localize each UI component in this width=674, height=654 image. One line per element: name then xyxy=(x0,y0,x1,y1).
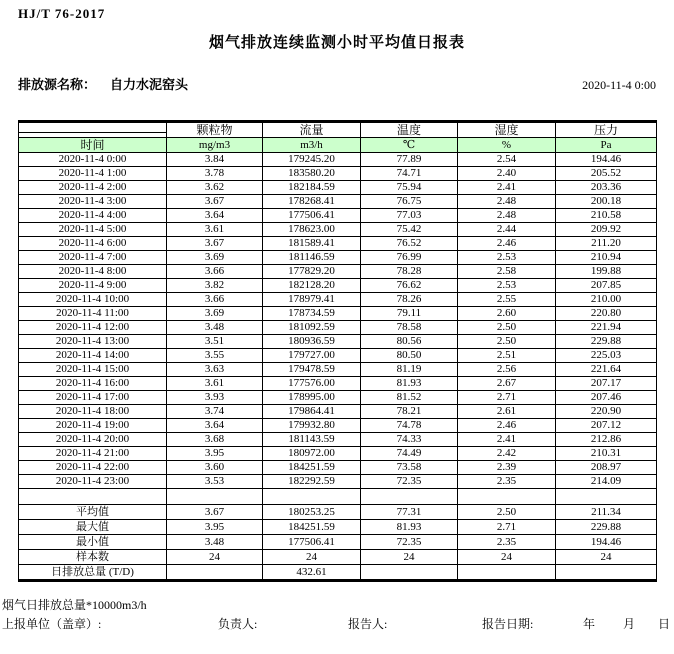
value-cell: 179478.59 xyxy=(263,363,361,377)
value-cell: 200.18 xyxy=(556,195,657,209)
summary-value: 211.34 xyxy=(556,505,657,520)
value-cell: 2.39 xyxy=(458,461,556,475)
value-cell: 3.51 xyxy=(167,335,263,349)
source-name-line xyxy=(18,74,188,93)
value-cell: 3.66 xyxy=(167,265,263,279)
header-row-top xyxy=(19,122,657,133)
time-cell: 2020-11-4 4:00 xyxy=(19,209,167,223)
time-header: 时间 xyxy=(19,138,167,153)
value-cell: 2.44 xyxy=(458,223,556,237)
summary-value: 3.95 xyxy=(167,520,263,535)
reporter-label: 报告人: xyxy=(348,617,388,631)
value-cell: 2.60 xyxy=(458,307,556,321)
value-cell: 2.50 xyxy=(458,321,556,335)
summary-value: 24 xyxy=(167,550,263,565)
col-header-humidity: 湿度 xyxy=(458,122,556,138)
value-cell: 2.42 xyxy=(458,447,556,461)
table-row xyxy=(19,195,657,209)
value-cell: 207.17 xyxy=(556,377,657,391)
value-cell: 3.69 xyxy=(167,307,263,321)
value-cell: 183580.20 xyxy=(263,167,361,181)
value-cell: 181143.59 xyxy=(263,433,361,447)
value-cell: 3.66 xyxy=(167,293,263,307)
table-row xyxy=(19,433,657,447)
value-cell: 3.93 xyxy=(167,391,263,405)
value-cell: 74.78 xyxy=(361,419,458,433)
value-cell: 221.64 xyxy=(556,363,657,377)
value-cell: 2.58 xyxy=(458,265,556,279)
time-cell: 2020-11-4 1:00 xyxy=(19,167,167,181)
report-unit-label: 上报单位（盖章）: xyxy=(2,617,102,631)
summary-row xyxy=(19,535,657,550)
summary-label: 日排放总量 (T/D) xyxy=(19,565,167,581)
time-cell: 2020-11-4 11:00 xyxy=(19,307,167,321)
time-cell: 2020-11-4 2:00 xyxy=(19,181,167,195)
value-cell: 229.88 xyxy=(556,335,657,349)
time-cell: 2020-11-4 10:00 xyxy=(19,293,167,307)
time-cell: 2020-11-4 18:00 xyxy=(19,405,167,419)
summary-value xyxy=(167,565,263,581)
value-cell: 210.58 xyxy=(556,209,657,223)
unit-humidity: % xyxy=(458,138,556,153)
value-cell: 3.67 xyxy=(167,237,263,251)
summary-value: 2.50 xyxy=(458,505,556,520)
value-cell: 178995.00 xyxy=(263,391,361,405)
spacer-cell xyxy=(263,489,361,505)
table-row xyxy=(19,405,657,419)
time-cell: 2020-11-4 13:00 xyxy=(19,335,167,349)
value-cell: 180972.00 xyxy=(263,447,361,461)
time-cell: 2020-11-4 17:00 xyxy=(19,391,167,405)
value-cell: 3.95 xyxy=(167,447,263,461)
table-row xyxy=(19,279,657,293)
value-cell: 2.40 xyxy=(458,167,556,181)
value-cell: 211.20 xyxy=(556,237,657,251)
summary-value: 24 xyxy=(361,550,458,565)
value-cell: 177506.41 xyxy=(263,209,361,223)
table-row xyxy=(19,307,657,321)
table-row xyxy=(19,461,657,475)
value-cell: 2.53 xyxy=(458,251,556,265)
value-cell: 179245.20 xyxy=(263,153,361,167)
value-cell: 210.94 xyxy=(556,251,657,265)
summary-value: 24 xyxy=(556,550,657,565)
value-cell: 3.60 xyxy=(167,461,263,475)
year-label: 年 xyxy=(583,617,596,631)
value-cell: 3.62 xyxy=(167,181,263,195)
source-label: 排放源名称： xyxy=(18,77,97,92)
table-row xyxy=(19,181,657,195)
value-cell: 214.09 xyxy=(556,475,657,489)
value-cell: 3.84 xyxy=(167,153,263,167)
summary-row xyxy=(19,550,657,565)
value-cell: 74.49 xyxy=(361,447,458,461)
value-cell: 178734.59 xyxy=(263,307,361,321)
value-cell: 77.03 xyxy=(361,209,458,223)
value-cell: 207.12 xyxy=(556,419,657,433)
time-cell: 2020-11-4 22:00 xyxy=(19,461,167,475)
signature-line xyxy=(0,615,674,635)
value-cell: 220.90 xyxy=(556,405,657,419)
spacer-cell xyxy=(458,489,556,505)
summary-row xyxy=(19,565,657,581)
time-cell: 2020-11-4 8:00 xyxy=(19,265,167,279)
table-row xyxy=(19,293,657,307)
value-cell: 3.69 xyxy=(167,251,263,265)
value-cell: 75.94 xyxy=(361,181,458,195)
value-cell: 181589.41 xyxy=(263,237,361,251)
value-cell: 77.89 xyxy=(361,153,458,167)
value-cell: 178268.41 xyxy=(263,195,361,209)
monitoring-table xyxy=(18,120,657,582)
table-row xyxy=(19,237,657,251)
value-cell: 78.58 xyxy=(361,321,458,335)
time-cell: 2020-11-4 0:00 xyxy=(19,153,167,167)
value-cell: 209.92 xyxy=(556,223,657,237)
table-row xyxy=(19,209,657,223)
value-cell: 221.94 xyxy=(556,321,657,335)
value-cell: 73.58 xyxy=(361,461,458,475)
value-cell: 3.55 xyxy=(167,349,263,363)
summary-value: 194.46 xyxy=(556,535,657,550)
time-cell: 2020-11-4 3:00 xyxy=(19,195,167,209)
value-cell: 3.63 xyxy=(167,363,263,377)
value-cell: 76.99 xyxy=(361,251,458,265)
table-row xyxy=(19,349,657,363)
summary-value: 3.48 xyxy=(167,535,263,550)
source-value: 自力水泥窑头 xyxy=(110,77,189,92)
summary-value: 184251.59 xyxy=(263,520,361,535)
table-row xyxy=(19,223,657,237)
summary-value: 81.93 xyxy=(361,520,458,535)
table-body xyxy=(19,153,657,581)
summary-label: 样本数 xyxy=(19,550,167,565)
value-cell: 210.31 xyxy=(556,447,657,461)
table-row xyxy=(19,377,657,391)
value-cell: 2.67 xyxy=(458,377,556,391)
col-header-pressure: 压力 xyxy=(556,122,657,138)
value-cell: 2.48 xyxy=(458,209,556,223)
value-cell: 80.50 xyxy=(361,349,458,363)
value-cell: 81.52 xyxy=(361,391,458,405)
unit-temperature: ℃ xyxy=(361,138,458,153)
value-cell: 179864.41 xyxy=(263,405,361,419)
value-cell: 2.51 xyxy=(458,349,556,363)
page-title: 烟气排放连续监测小时平均值日报表 xyxy=(208,35,465,51)
summary-value xyxy=(556,565,657,581)
table-row xyxy=(19,335,657,349)
unit-pressure: Pa xyxy=(556,138,657,153)
summary-value: 180253.25 xyxy=(263,505,361,520)
summary-row xyxy=(19,505,657,520)
col-header-particulate: 颗粒物 xyxy=(167,122,263,138)
summary-value: 432.61 xyxy=(263,565,361,581)
value-cell: 78.26 xyxy=(361,293,458,307)
table-row xyxy=(19,251,657,265)
summary-label: 最大值 xyxy=(19,520,167,535)
table-row xyxy=(19,447,657,461)
value-cell: 203.36 xyxy=(556,181,657,195)
time-cell: 2020-11-4 9:00 xyxy=(19,279,167,293)
doc-code: HJ/T 76-2017 xyxy=(18,6,106,21)
value-cell: 2.41 xyxy=(458,433,556,447)
col-header-temperature: 温度 xyxy=(361,122,458,138)
table-row xyxy=(19,419,657,433)
value-cell: 2.50 xyxy=(458,335,556,349)
value-cell: 2.54 xyxy=(458,153,556,167)
value-cell: 207.46 xyxy=(556,391,657,405)
value-cell: 179932.80 xyxy=(263,419,361,433)
value-cell: 199.88 xyxy=(556,265,657,279)
value-cell: 207.85 xyxy=(556,279,657,293)
report-date-label: 报告日期: xyxy=(482,617,534,631)
time-cell: 2020-11-4 15:00 xyxy=(19,363,167,377)
summary-label: 最小值 xyxy=(19,535,167,550)
value-cell: 3.67 xyxy=(167,195,263,209)
value-cell: 79.11 xyxy=(361,307,458,321)
value-cell: 81.19 xyxy=(361,363,458,377)
summary-value xyxy=(458,565,556,581)
time-cell: 2020-11-4 23:00 xyxy=(19,475,167,489)
summary-value: 77.31 xyxy=(361,505,458,520)
time-cell: 2020-11-4 14:00 xyxy=(19,349,167,363)
summary-value: 3.67 xyxy=(167,505,263,520)
value-cell: 181092.59 xyxy=(263,321,361,335)
summary-row xyxy=(19,520,657,535)
value-cell: 78.28 xyxy=(361,265,458,279)
value-cell: 208.97 xyxy=(556,461,657,475)
spacer-cell xyxy=(361,489,458,505)
meta-row xyxy=(18,74,656,93)
day-label: 日 xyxy=(658,617,671,631)
value-cell: 72.35 xyxy=(361,475,458,489)
time-cell: 2020-11-4 20:00 xyxy=(19,433,167,447)
summary-value: 72.35 xyxy=(361,535,458,550)
summary-value: 2.71 xyxy=(458,520,556,535)
value-cell: 2.46 xyxy=(458,237,556,251)
spacer-cell xyxy=(556,489,657,505)
summary-value xyxy=(361,565,458,581)
value-cell: 181146.59 xyxy=(263,251,361,265)
value-cell: 80.56 xyxy=(361,335,458,349)
value-cell: 3.53 xyxy=(167,475,263,489)
value-cell: 182184.59 xyxy=(263,181,361,195)
value-cell: 76.62 xyxy=(361,279,458,293)
value-cell: 184251.59 xyxy=(263,461,361,475)
value-cell: 220.80 xyxy=(556,307,657,321)
value-cell: 3.61 xyxy=(167,223,263,237)
table-row xyxy=(19,363,657,377)
unit-flow: m3/h xyxy=(263,138,361,153)
time-cell: 2020-11-4 16:00 xyxy=(19,377,167,391)
value-cell: 177829.20 xyxy=(263,265,361,279)
value-cell: 2.71 xyxy=(458,391,556,405)
value-cell: 76.75 xyxy=(361,195,458,209)
value-cell: 75.42 xyxy=(361,223,458,237)
unit-particulate: mg/m3 xyxy=(167,138,263,153)
value-cell: 2.61 xyxy=(458,405,556,419)
value-cell: 194.46 xyxy=(556,153,657,167)
summary-value: 2.35 xyxy=(458,535,556,550)
time-cell: 2020-11-4 5:00 xyxy=(19,223,167,237)
value-cell: 3.48 xyxy=(167,321,263,335)
value-cell: 2.48 xyxy=(458,195,556,209)
value-cell: 178623.00 xyxy=(263,223,361,237)
table-row xyxy=(19,391,657,405)
value-cell: 182292.59 xyxy=(263,475,361,489)
summary-value: 177506.41 xyxy=(263,535,361,550)
value-cell: 3.74 xyxy=(167,405,263,419)
spacer-cell xyxy=(19,489,167,505)
time-cell: 2020-11-4 12:00 xyxy=(19,321,167,335)
value-cell: 179727.00 xyxy=(263,349,361,363)
time-cell: 2020-11-4 19:00 xyxy=(19,419,167,433)
spacer-row xyxy=(19,489,657,505)
value-cell: 205.52 xyxy=(556,167,657,181)
header-empty-top xyxy=(19,122,167,133)
table-row xyxy=(19,321,657,335)
value-cell: 178979.41 xyxy=(263,293,361,307)
value-cell: 2.41 xyxy=(458,181,556,195)
emission-total-note: 烟气日排放总量*10000m3/h xyxy=(2,598,147,612)
time-cell: 2020-11-4 21:00 xyxy=(19,447,167,461)
summary-label: 平均值 xyxy=(19,505,167,520)
value-cell: 74.33 xyxy=(361,433,458,447)
time-cell: 2020-11-4 7:00 xyxy=(19,251,167,265)
value-cell: 2.53 xyxy=(458,279,556,293)
summary-value: 24 xyxy=(458,550,556,565)
value-cell: 180936.59 xyxy=(263,335,361,349)
value-cell: 3.64 xyxy=(167,209,263,223)
report-datetime: 2020-11-4 0:00 xyxy=(582,78,656,92)
value-cell: 177576.00 xyxy=(263,377,361,391)
value-cell: 76.52 xyxy=(361,237,458,251)
value-cell: 2.35 xyxy=(458,475,556,489)
value-cell: 2.56 xyxy=(458,363,556,377)
time-cell: 2020-11-4 6:00 xyxy=(19,237,167,251)
value-cell: 2.46 xyxy=(458,419,556,433)
summary-value: 24 xyxy=(263,550,361,565)
value-cell: 3.61 xyxy=(167,377,263,391)
table-row xyxy=(19,265,657,279)
value-cell: 74.71 xyxy=(361,167,458,181)
table-row xyxy=(19,153,657,167)
value-cell: 3.64 xyxy=(167,419,263,433)
units-row xyxy=(19,138,657,153)
summary-value: 229.88 xyxy=(556,520,657,535)
table-row xyxy=(19,167,657,181)
value-cell: 182128.20 xyxy=(263,279,361,293)
col-header-flow: 流量 xyxy=(263,122,361,138)
value-cell: 78.21 xyxy=(361,405,458,419)
value-cell: 81.93 xyxy=(361,377,458,391)
responsible-label: 负责人: xyxy=(218,617,258,631)
value-cell: 210.00 xyxy=(556,293,657,307)
table-row xyxy=(19,475,657,489)
value-cell: 2.55 xyxy=(458,293,556,307)
value-cell: 212.86 xyxy=(556,433,657,447)
value-cell: 225.03 xyxy=(556,349,657,363)
value-cell: 3.82 xyxy=(167,279,263,293)
month-label: 月 xyxy=(623,617,636,631)
spacer-cell xyxy=(167,489,263,505)
value-cell: 3.68 xyxy=(167,433,263,447)
value-cell: 3.78 xyxy=(167,167,263,181)
